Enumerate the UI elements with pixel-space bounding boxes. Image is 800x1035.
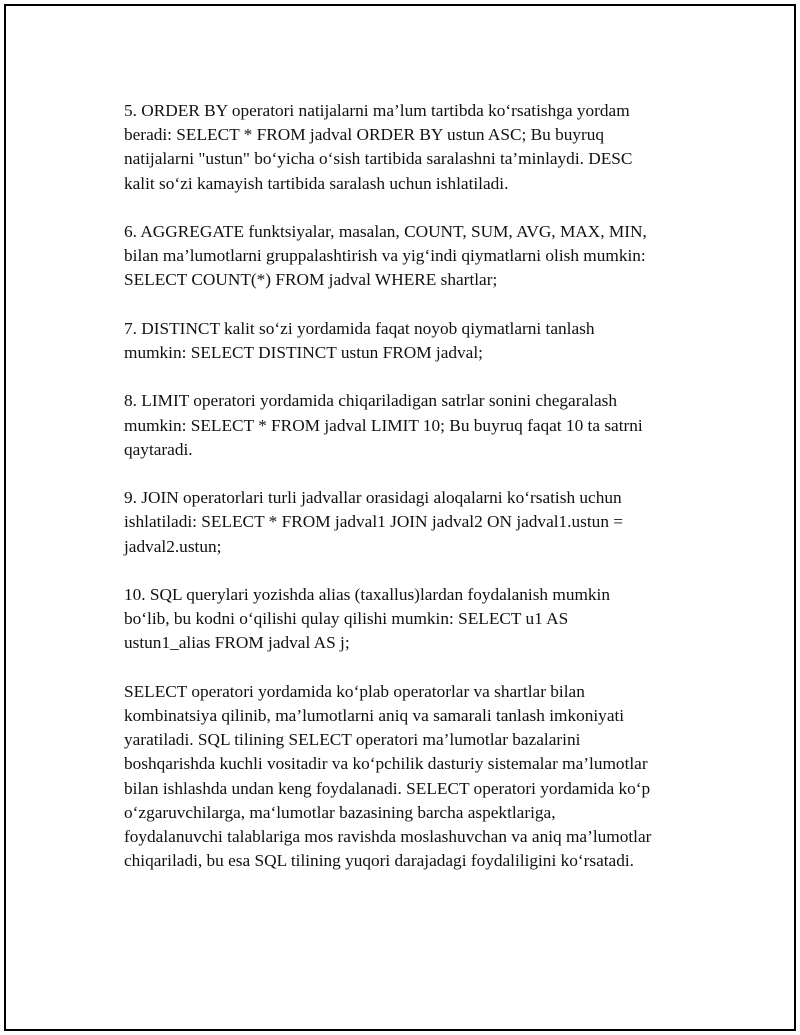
text-line: ustun1_alias FROM jadval AS j; (124, 633, 350, 653)
text-line: 9. JOIN operatorlari turli jadvallar orasidagi aloqalarni ko‘rsatish uchun (124, 488, 622, 508)
page-frame (4, 4, 796, 1031)
text-line: bo‘lib, bu kodni o‘qilishi qulay qilishi mumkin: SELECT u1 AS (124, 609, 569, 629)
text-line: 6. AGGREGATE funktsiyalar, masalan, COUNT, SUM, AVG, MAX, MIN, (124, 222, 647, 241)
text-line: bilan ishlashda undan keng foydalanadi. SELECT operatori yordamida ko‘p (124, 778, 651, 798)
paragraph-alias (124, 583, 699, 656)
text-line: 7. DISTINCT kalit so‘zi yordamida faqat noyob qiymatlarni tanlash (124, 318, 595, 338)
text-line: natijalarni "ustun" bo‘yicha o‘sish tartibida saralashni ta’minlaydi. DESC (124, 149, 633, 169)
text-line: SELECT operatori yordamida ko‘plab operatorlar va shartlar bilan (124, 681, 585, 701)
text-line: 10. SQL querylari yozishda alias (taxallus)lardan foydalanish mumkin (124, 584, 610, 604)
paragraph-join (124, 486, 699, 559)
text-line: foydalanuvchi talablariga mos ravishda moslashuvchan va aniq ma’lumotlar (124, 827, 652, 846)
text-line: kombinatsiya qilinib, ma’lumotlarni aniq va samarali tanlash imkoniyati (124, 705, 625, 725)
text-line: 8. LIMIT operatori yordamida chiqariladigan satrlar sonini chegaralash (124, 391, 617, 411)
text-line: chiqariladi, bu esa SQL tilining yuqori darajadagi foydaliligini ko‘rsatadi. (124, 851, 634, 871)
text-line: qaytaradi. (124, 439, 193, 459)
text-line: kalit so‘zi kamayish tartibida saralash uchun ishlatiladi. (124, 173, 509, 193)
paragraph-distinct (124, 317, 699, 365)
text-line: mumkin: SELECT DISTINCT ustun FROM jadval; (124, 343, 483, 362)
text-line: yaratiladi. SQL tilining SELECT operatori ma’lumotlar bazalarini (124, 730, 581, 750)
paragraph-aggregate (124, 220, 699, 293)
text-line: mumkin: SELECT * FROM jadval LIMIT 10; Bu buyruq faqat 10 ta satrni (124, 415, 643, 435)
paragraph-conclusion (124, 680, 699, 874)
paragraph-limit (124, 389, 699, 462)
text-line: boshqarishda kuchli vositadir va ko‘pchilik dasturiy sistemalar ma’lumotlar (124, 754, 648, 774)
document-body (124, 99, 699, 898)
text-line: bilan ma’lumotlarni gruppalashtirish va yig‘indi qiymatlarni olish mumkin: (124, 246, 646, 266)
text-line: ishlatiladi: SELECT * FROM jadval1 JOIN jadval2 ON jadval1.ustun = (124, 512, 624, 532)
text-line: o‘zgaruvchilarga, ma‘lumotlar bazasining barcha aspektlariga, (124, 802, 556, 822)
text-line: beradi: SELECT * FROM jadval ORDER BY ustun ASC; Bu buyruq (124, 125, 605, 145)
text-line: SELECT COUNT(*) FROM jadval WHERE shartlar; (124, 270, 498, 290)
text-line: jadval2.ustun; (124, 536, 222, 556)
text-line: 5. ORDER BY operatori natijalarni ma’lum tartibda ko‘rsatishga yordam (124, 101, 630, 120)
paragraph-order-by (124, 99, 699, 196)
